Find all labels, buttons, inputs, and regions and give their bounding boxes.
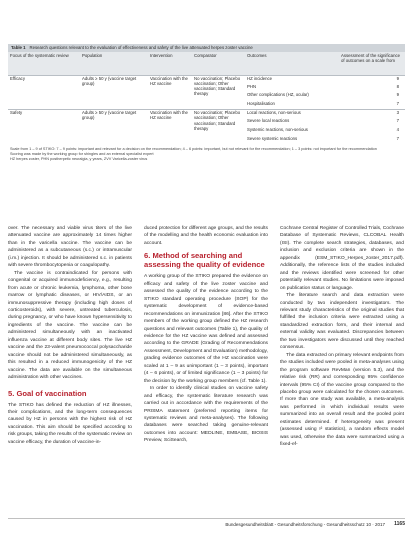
outcome-cell: Hospitalisation (247, 101, 275, 107)
header-significance: Assessment of the significance of outcomes on a scale from (339, 52, 405, 75)
section-heading-method: 6. Method of searching and assessing the quality of evidence (144, 251, 265, 270)
focus-cell: Safety (8, 110, 80, 145)
table-row (8, 110, 405, 119)
footnote: Scale from 1 – 9 of STIKO: 7 – 9 points: important and relevant for a decision on the recommendation; 4 – 6 points: important, but not relevant for the recommendation; 1 – 3 points: not important for the recommendation (10, 146, 377, 151)
comparator-cell: No vaccination; Placebo vaccination; Other vaccination; Standard therapy (192, 110, 245, 145)
paragraph: Cochrane Central Register of Controlled Trials, Cochrane Database of Systematic Reviews, CLCOBAL Health (ISI). The complete search strategies, databases, and inclusion and exclusion criteria are shown in the appendix (ESM_STIKO_Herpes_zoster_2017.pdf). Additionally, the reference lists of the studies included and the reviews identified were screened for other potentially relevant studies. No limitations were imposed on publication status or language. (280, 226, 404, 291)
paragraph: The STIKO has defined the reduction of HZ illnesses, their complications, and the long-term consequences caused by HZ in persons with the highest risk of HZ vaccination. This aim should be specified according to risk groups, taking the results of the systematic review on vaccine efficacy, the duration of vaccine-in- (8, 402, 132, 445)
table-label: Table 1 (11, 45, 26, 50)
outcome-cell: Severe local reactions (247, 118, 290, 124)
comparator-cell: No vaccination; Placebo vaccination; Other vaccination; Standard therapy (192, 75, 245, 110)
footnote: Scoring was made by the working group for shingles and an external specialist expert (10, 151, 154, 156)
paragraph: The vaccine is contraindicated for persons with congenital or acquired immunodeficiency, e.g., resulting from acute or chronic leukemia, lymphoma, other bone marrow or lymphatic diseases, or HIV/AIDS, or an immunosuppressive therapy (including high doses of corticosteroids), with severe, untreated tuberculosis, during pregnancy, or who have known hypersensitivity to ingredients of the vaccine. The vaccine can be administered simultaneously with an inactivated influenza vaccine at different body sites. The live HZ vaccine and the 23-valent pneumococcal polysaccharide vaccine should not be administered simultaneously, as this resulted in a reduced immunogenicity of the HZ vaccine. The data are available on the simultaneous administration with other vaccines. (8, 270, 132, 381)
outcome-cell: Severe systemic reactions (247, 135, 298, 141)
score-cell: 7 (396, 101, 399, 107)
paragraph: over. The necessary and viable virus titers of the live attenuated vaccine are approximately 14 times higher than in the varicella vaccine. The vaccine can be administered as a subcutaneous (s.c.) or intramuscular (i.m.) injection. It should be administered s.c. in patients with severe thrombocytopenia or coagulopathy. (8, 226, 132, 269)
text-column-2 (144, 225, 268, 445)
page-footer (8, 518, 405, 540)
score-cell: 7 (396, 135, 399, 141)
table-row (8, 75, 405, 84)
header-intervention: Intervention (148, 52, 192, 75)
outcome-cell: Systemic reactions, non-serious (247, 127, 308, 133)
score-cell: 3 (339, 110, 405, 119)
outcome-cell: Other complications (HZ, ocular) (247, 92, 309, 98)
score-cell: 8 (396, 83, 399, 89)
intervention-cell: Vaccination with the HZ vaccine (148, 75, 192, 110)
outcome-cell: Local reactions, non-serious (245, 110, 339, 119)
evidence-table (8, 44, 405, 162)
table-footnotes (8, 147, 405, 162)
score-cell: 9 (339, 75, 405, 84)
table-header-row (8, 52, 405, 75)
research-questions-table (8, 52, 405, 145)
footnote: HZ herpes zoster, PHN postherpetic neuralgia, y years, ZVV Varicella-zoster virus (10, 156, 148, 161)
outcome-cell: PHN (247, 83, 257, 89)
page-number: 1165 (394, 521, 405, 527)
table-caption (8, 44, 405, 52)
text-column-1 (8, 225, 132, 446)
paragraph: duced protection for different age groups, and the results of the modelling and the health economic evaluation into account. (144, 226, 268, 246)
header-outcomes: Outcomes (245, 52, 339, 75)
journal-citation: Bundesgesundheitsblatt - Gesundheitsforschung - Gesundheitsschutz 10 · 2017 (225, 522, 385, 527)
header-population: Population (80, 52, 148, 75)
score-cell: 4 (396, 127, 399, 133)
paragraph: In order to identify clinical studies on vaccine safety and efficacy, the systematic literature research was carried out in accordance with the requirements of the PRISMA statement (preferred reporting items for systematic reviews and meta-analyses). The following databases were searched taking genuine-relevant outcomes into account: MEDLINE, EMBASE, BIOSIS Preview, SciSearch, (144, 386, 268, 444)
text-column-3 (280, 225, 404, 449)
section-heading-goal: 5. Goal of vaccination (8, 388, 87, 398)
outcome-cell: HZ incidence (245, 75, 339, 84)
population-cell: Adults ≥ 50 y (vaccine target group) (80, 75, 148, 110)
population-cell: Adults ≥ 50 y (vaccine target group) (80, 110, 148, 145)
header-focus: Focus of the systematic review (8, 52, 80, 75)
focus-cell: Efficacy (8, 75, 80, 110)
score-cell: 9 (396, 92, 399, 98)
intervention-cell: Vaccination with the HZ vaccine (148, 110, 192, 145)
table-caption-text: Research questions relevant to the evaluation of effectiveness and safety of the live attenuated herpes zoster vaccine (29, 45, 253, 50)
score-cell: 7 (396, 118, 399, 124)
paragraph: The data extracted on primary relevant endpoints from the studies included were pooled in meta-analyses using the program software RevMan (version 5.3), and the relative risk (RR) and corresponding 95% confidence intervals (95% CI) of the vaccine group compared to the placebo group were calculated for the chosen outcomes. If more than one study was available, a meta-analysis was performed in which individual results were summarized into an overall result and the pooled point estimates determined. If heterogeneity was present (assessed using I² statistics), a random effects model was used, otherwise the data were summarized using a fixed-ef- (280, 352, 404, 448)
paragraph: A working group of the STIKO prepared the evidence on efficacy and safety of the live zoster vaccine and assessed the quality of the evidence according to the STIKO standard operating procedure (SOP) for the systematic development of evidence-based recommendations on immunization [86]. After the STIKO members of the working group defined the HZ research questions and relevant outcomes (Table 1), the quality of evidence for the HZ vaccine was defined and assessed according to the GRADE (Grading of Recommendations Assessment, Development and Evaluation) methodology, grading evidence outcomes of the HZ vaccination were scaled at 1 – 9 as unimportant (1 – 3 points), important (4 – 6 points), or of limited significance (1 – 3 points) for the decision by the working group members (cf. Table 1). (144, 274, 268, 384)
paragraph: The literature search and data extraction were conducted by two independent investigators. The relevant study characteristics of the original studies that fulfilled the inclusion criteria were extracted using a standardized extraction form, and their internal and external validity was evaluated. Discrepancies between the two investigators were discussed until they reached consensus. (280, 293, 404, 351)
header-comparator: Comparator (192, 52, 245, 75)
